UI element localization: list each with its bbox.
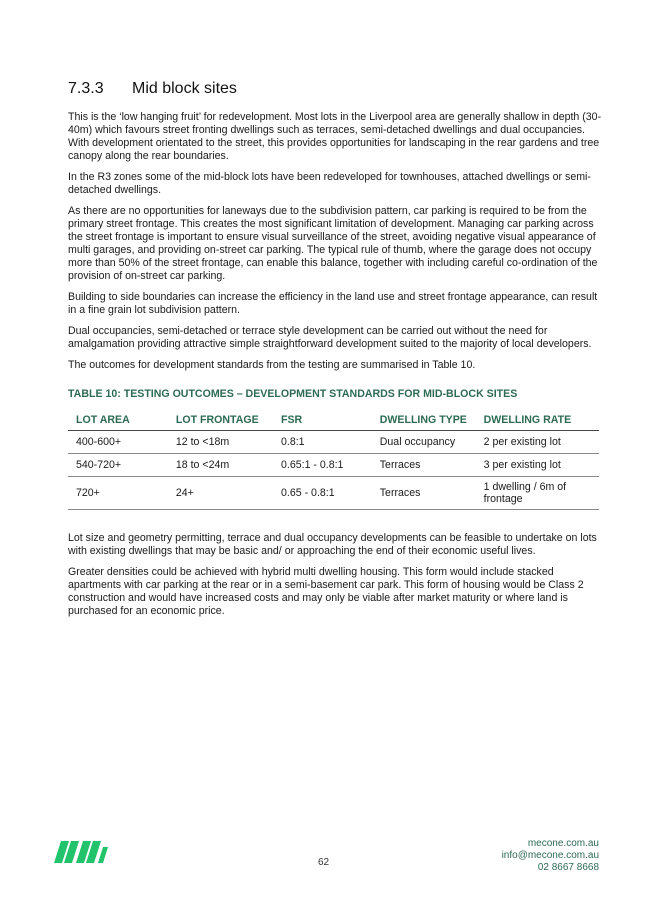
paragraph: Building to side boundaries can increase the efficiency in the land use and street frontage appearance, can result in a fine grain lot subdivision pattern. <box>68 291 598 316</box>
section-title: Mid block sites <box>132 80 237 97</box>
main-content <box>68 111 605 626</box>
table-row <box>68 431 599 454</box>
table-cell: 0.65:1 - 0.8:1 <box>273 454 372 477</box>
table-row <box>68 477 599 510</box>
phone-number: 02 8667 8668 <box>537 862 599 873</box>
column-header-dwelling-type: DWELLING TYPE <box>372 408 476 431</box>
table-title: TABLE 10: TESTING OUTCOMES – DEVELOPMENT STANDARDS FOR MID-BLOCK SITES <box>68 388 518 400</box>
section-number: 7.3.3 <box>68 80 104 97</box>
table-cell: 2 per existing lot <box>476 431 599 454</box>
table-cell: 1 dwelling / 6m of frontage <box>476 477 599 510</box>
table-row <box>68 454 599 477</box>
table-cell: 18 to <24m <box>168 454 273 477</box>
paragraph: Greater densities could be achieved with hybrid multi dwelling housing. This form would include stacked apartments with car parking at the rear or in a semi-basement car park. This form of housing would be Class 2 construction and would have increased costs and may only be viable after market maturity or where land is purchased for an economic price. <box>68 566 584 617</box>
column-header-fsr: FSR <box>273 408 372 431</box>
table-cell: 24+ <box>168 477 273 510</box>
email-link[interactable]: info@mecone.com.au <box>501 850 599 861</box>
section-heading <box>68 80 237 98</box>
table-cell: 0.8:1 <box>273 431 372 454</box>
paragraph: The outcomes for development standards from the testing are summarised in Table 10. <box>68 359 476 371</box>
page-number: 62 <box>318 857 330 868</box>
paragraph: In the R3 zones some of the mid-block lots have been redeveloped for townhouses, attached dwellings or semi-detached dwellings. <box>68 171 591 196</box>
table-cell: 540-720+ <box>68 454 168 477</box>
paragraph: Dual occupancies, semi-detached or terrace style development can be carried out without the need for amalgamation providing attractive simple straightforward development suited to the majority of local developers. <box>68 325 592 350</box>
column-header-lot-frontage: LOT FRONTAGE <box>168 408 273 431</box>
table-cell: 0.65 - 0.8:1 <box>273 477 372 510</box>
paragraph: As there are no opportunities for laneways due to the subdivision pattern, car parking is required to be from the primary street frontage. This creates the most significant limitation of development. Managing car parking across the street frontage is important to ensure visual surveillance of the street, avoiding negative visual appearance of multi garages, and providing on-street car parking. The typical rule of thumb, where the garage does not occupy more than 50% of the street frontage, can enable this balance, together with including careful co-ordination of the provision of on-street car parking. <box>68 205 598 282</box>
paragraph: This is the ‘low hanging fruit’ for redevelopment. Most lots in the Liverpool area are generally shallow in depth (30-40m) which favours street fronting dwellings such as terraces, semi-detached dwellings and dual occupancies. With development orientated to the street, this provides opportunities for landscaping in the rear gardens and tree canopy along the rear boundaries. <box>68 111 602 162</box>
table-cell: 12 to <18m <box>168 431 273 454</box>
contact-block <box>502 838 599 874</box>
table-header-row <box>68 408 599 431</box>
table-cell: 400-600+ <box>68 431 168 454</box>
table-cell: Terraces <box>372 477 476 510</box>
development-standards-table <box>68 408 599 510</box>
column-header-dwelling-rate: DWELLING RATE <box>476 408 599 431</box>
website-link[interactable]: mecone.com.au <box>527 838 599 849</box>
table-cell: 720+ <box>68 477 168 510</box>
table-cell: Dual occupancy <box>372 431 476 454</box>
column-header-lot-area: LOT AREA <box>68 408 168 431</box>
mecone-logo-icon <box>52 837 110 865</box>
paragraph: Lot size and geometry permitting, terrace and dual occupancy developments can be feasible to undertake on lots with existing dwellings that may be basic and/ or approaching the end of their economic useful lives. <box>68 532 597 557</box>
table-cell: Terraces <box>372 454 476 477</box>
table-cell: 3 per existing lot <box>476 454 599 477</box>
